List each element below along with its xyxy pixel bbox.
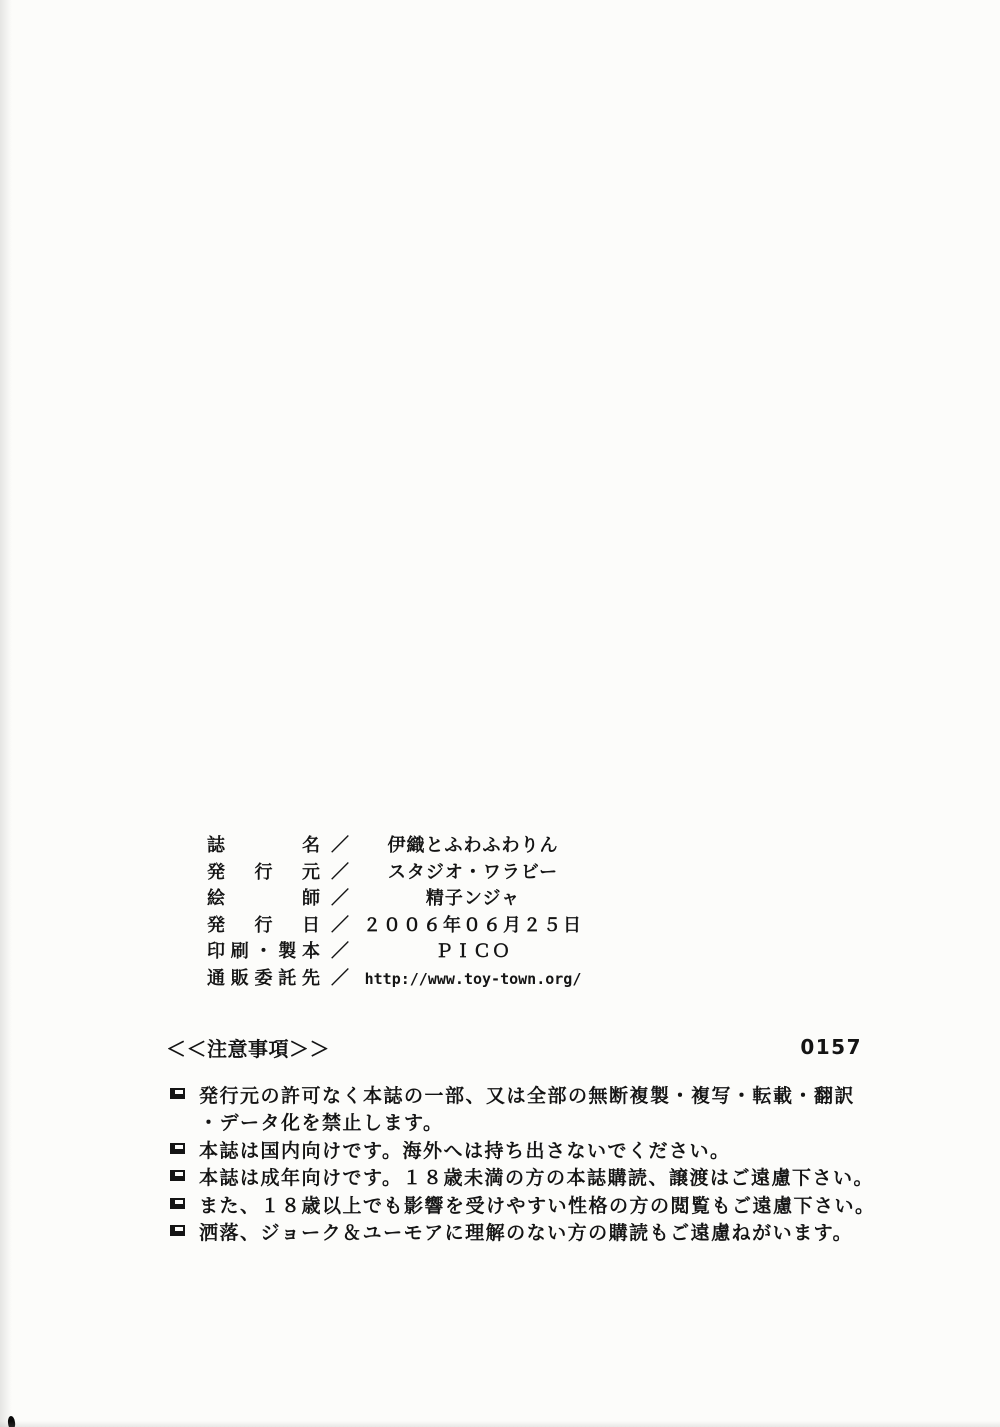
colophon-label-artist: 絵師 [207, 888, 321, 910]
notices-list [170, 1083, 880, 1247]
checkbox-icon [170, 1088, 185, 1099]
colophon-row-title [207, 833, 588, 860]
colophon-label-printer: 印刷・製本 [207, 941, 321, 963]
notice-item [170, 1083, 880, 1138]
colophon-label-issue-date: 発行日 [207, 914, 321, 936]
colophon-value-issue-date: ２００６年０６月２５日 [363, 914, 583, 936]
checkbox-icon [170, 1170, 185, 1181]
checkbox-icon [170, 1225, 185, 1236]
notice-text [199, 1193, 876, 1220]
colophon-value-title: 伊織とふわふわりん [387, 835, 559, 856]
notice-item [170, 1193, 880, 1220]
notice-text [199, 1138, 730, 1165]
slash-separator: ／ [331, 914, 350, 936]
notice-text [199, 1083, 855, 1138]
notice-item [170, 1220, 880, 1247]
scan-edge-shadow-left [0, 0, 14, 1427]
notice-line: 本誌は成年向けです。１８歳未満の方の本誌購読、譲渡はご遠慮下さい。 [199, 1167, 874, 1190]
colophon-value-publisher: スタジオ・ワラビー [387, 861, 559, 883]
notice-text [199, 1165, 874, 1192]
colophon-row-artist [207, 886, 588, 913]
slash-separator: ／ [331, 941, 350, 963]
notice-item [170, 1138, 880, 1165]
colophon-value-printer: ＰＩＣＯ [435, 941, 511, 963]
colophon-value-mailorder-url: http://www.toy-town.org/ [364, 969, 582, 988]
page-number: 0157 [800, 1035, 862, 1059]
colophon-row-mailorder [207, 966, 588, 993]
notice-line: 発行元の許可なく本誌の一部、又は全部の無断複製・複写・転載・翻訳 [199, 1085, 856, 1107]
colophon-label-publisher: 発行元 [207, 861, 321, 883]
colophon-label-mailorder: 通販委託先 [207, 967, 321, 989]
checkbox-icon [170, 1143, 185, 1154]
colophon-row-publisher [207, 860, 588, 887]
colophon-value-artist: 精子ンジャ [425, 888, 521, 910]
notice-item [170, 1165, 880, 1192]
ink-smudge-mark [7, 1416, 15, 1427]
slash-separator: ／ [331, 861, 350, 883]
notice-line: 洒落、ジョーク＆ユーモアに理解のない方の購読もご遠慮ねがいます。 [199, 1222, 854, 1245]
publication-info-block [207, 833, 588, 993]
colophon-row-issue-date [207, 913, 588, 940]
scan-edge-shadow-bottom [0, 1421, 1000, 1427]
notice-line: 本誌は国内向けです。海外へは持ち出さないでください。 [199, 1139, 731, 1162]
notice-text [199, 1220, 853, 1247]
checkbox-icon [170, 1198, 185, 1209]
notice-line: ・データ化を禁止します。 [199, 1112, 444, 1135]
colophon-label-title: 誌名 [207, 835, 321, 856]
slash-separator: ／ [331, 967, 350, 989]
notices-heading: ＜＜注意事項＞＞ [166, 1037, 330, 1061]
colophon-row-printer [207, 939, 588, 966]
slash-separator: ／ [331, 835, 350, 856]
notice-line: また、１８歳以上でも影響を受けやすい性格の方の閲覧もご遠慮下さい。 [199, 1194, 876, 1217]
slash-separator: ／ [331, 888, 350, 910]
